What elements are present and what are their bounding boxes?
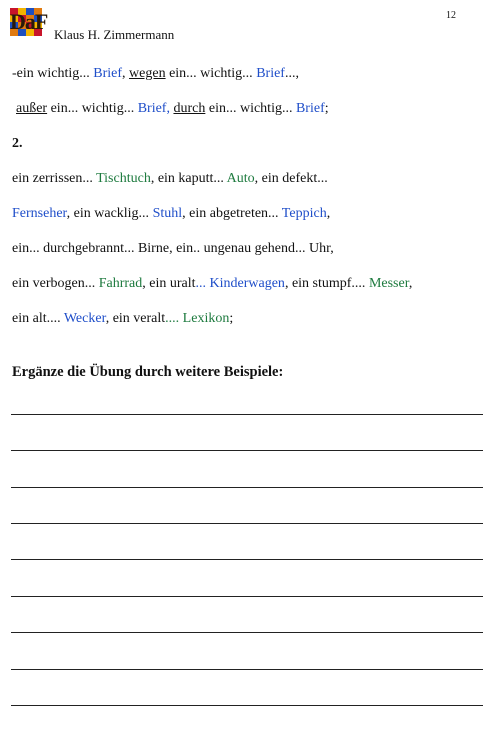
exercise-line-4 <box>12 171 328 187</box>
exercise-line-6: ein... durchgebrannt... Birne, ein.. ungenau gehend... Uhr, <box>12 241 334 256</box>
text: ; <box>324 101 329 116</box>
section-number: 2. <box>12 136 23 151</box>
answer-line <box>11 632 483 633</box>
text: , <box>122 66 130 81</box>
noun: Brief <box>256 66 285 81</box>
preposition: außer <box>16 101 48 116</box>
noun: Stuhl <box>152 206 183 221</box>
exercise-line-5 <box>12 206 330 222</box>
noun: Auto <box>226 171 255 186</box>
instruction-heading: Ergänze die Übung durch weitere Beispiele: <box>12 364 284 380</box>
answer-line <box>11 669 483 670</box>
logo-text: DaF <box>10 9 48 34</box>
exercise-line-2 <box>16 101 329 117</box>
text: , ein kaputt... <box>150 171 227 186</box>
noun: Teppich <box>281 206 327 221</box>
text: , ein stumpf.... <box>284 276 369 291</box>
answer-line <box>11 596 483 597</box>
text: ein alt.... <box>12 311 64 326</box>
noun: Brief <box>295 101 325 116</box>
answer-line <box>11 705 483 706</box>
text: ein... wichtig... <box>47 101 138 116</box>
text: , ein veralt <box>105 311 166 326</box>
page-number: 12 <box>446 10 456 21</box>
text: ein... wichtig... <box>205 101 296 116</box>
noun: Brief <box>93 66 123 81</box>
exercise-line-7 <box>12 276 412 292</box>
text: , ein abgetreten... <box>182 206 282 221</box>
text: ; <box>229 311 234 326</box>
text: ein zerrissen... <box>12 171 97 186</box>
noun: Fahrrad <box>98 276 143 291</box>
text: ein... wichtig... <box>165 66 257 81</box>
text: , <box>326 206 331 221</box>
text: ein verbogen... <box>12 276 99 291</box>
exercise-line-8 <box>12 311 233 327</box>
preposition: wegen <box>129 66 166 81</box>
text: , <box>408 276 413 291</box>
answer-line <box>11 559 483 560</box>
answer-line <box>11 414 483 415</box>
noun: Tischtuch <box>96 171 151 186</box>
answer-line <box>11 450 483 451</box>
text: -ein wichtig... <box>12 66 94 81</box>
text: , ein wacklig... <box>66 206 153 221</box>
answer-line <box>11 487 483 488</box>
text: , ein defekt... <box>254 171 328 186</box>
noun: ... Kinderwagen <box>195 276 285 291</box>
noun: Brief, <box>137 101 174 116</box>
noun: .... Lexikon <box>165 311 230 326</box>
text: , ein uralt <box>142 276 196 291</box>
answer-line <box>11 523 483 524</box>
noun: Messer <box>368 276 409 291</box>
daf-logo <box>10 8 48 36</box>
author-name: Klaus H. Zimmermann <box>54 27 175 42</box>
exercise-line-1 <box>12 66 299 82</box>
noun: Wecker <box>63 311 106 326</box>
preposition: durch <box>173 101 206 116</box>
noun: Fernseher <box>12 206 67 221</box>
text: ..., <box>284 66 299 81</box>
